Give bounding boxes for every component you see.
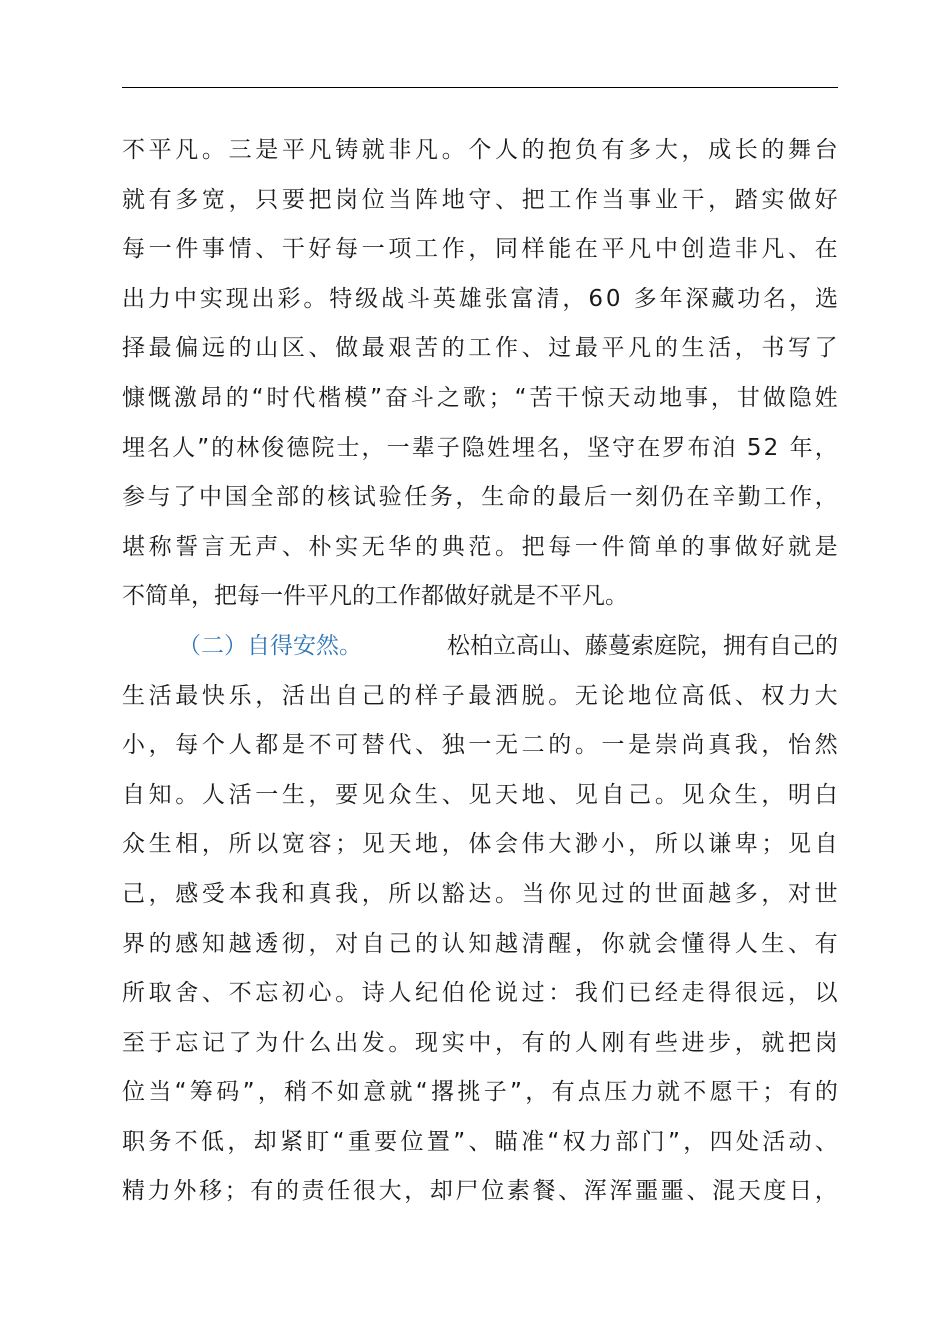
- text-line: 职 务 不 低 ， 却 紧 盯 “ 重 要 位 置 ” 、 瞄 准 “ 权 力 部 门 ” ， 四 处 活 动 、: [122, 1128, 838, 1155]
- text-line: 界 的 感 知 越 透 彻 ， 对 自 己 的 认 知 越 清 醒 ， 你 就 会 懂 得 人 生 、 有: [122, 930, 838, 957]
- text-line: 自 知 。 人 活 一 生 ， 要 见 众 生 、 见 天 地 、 见 自 己 。 见 众 生 ， 明 白: [122, 781, 838, 808]
- text-line: 至 于 忘 记 了 为 什 么 出 发 。 现 实 中 ， 有 的 人 刚 有 些 进 步 ， 就 把 岗: [122, 1029, 838, 1056]
- section-heading: （二）自得安然。: [178, 632, 362, 659]
- text-line: 慷 慨 激 昂 的 “ 时 代 楷 模 ” 奋 斗 之 歌 ； “ 苦 干 惊 天 动 地 事 ， 甘 做 隐 姓: [122, 384, 838, 411]
- header-rule: [122, 87, 838, 88]
- text-line: 择 最 偏 远 的 山 区 、 做 最 艰 苦 的 工 作 、 过 最 平 凡 的 生 活 ， 书 写 了: [122, 335, 838, 362]
- text-line: 众 生 相 ， 所 以 宽 容 ； 见 天 地 ， 体 会 伟 大 渺 小 ， 所 以 谦 卑 ； 见 自: [122, 831, 838, 858]
- body-text: [122, 126, 838, 1217]
- text-line: 生 活 最 快 乐 ， 活 出 自 己 的 样 子 最 洒 脱 。 无 论 地 位 高 低 、 权 力 大: [122, 682, 838, 709]
- text-line: 出 力 中 实 现 出 彩 。 特 级 战 斗 英 雄 张 富 清 ， 6 0 多 年 深 藏 功 名 ， 选: [122, 285, 838, 312]
- text-line: 每 一 件 事 情 、 干 好 每 一 项 工 作 ， 同 样 能 在 平 凡 中 创 造 非 凡 、 在: [122, 236, 838, 263]
- text-line: 精 力 外 移 ； 有 的 责 任 很 大 ， 却 尸 位 素 餐 、 浑 浑 噩 噩 、 混 天 度 日 ，: [122, 1178, 838, 1205]
- text-run: 松柏立高山、藤蔓索庭院，拥有自己的: [447, 632, 838, 659]
- text-line: 己 ， 感 受 本 我 和 真 我 ， 所 以 豁 达 。 当 你 见 过 的 世 面 越 多 ， 对 世: [122, 880, 838, 907]
- text-line: 不简单，把每一件平凡的工作都做好就是不平凡。: [122, 583, 628, 610]
- section-heading-line: [122, 622, 838, 672]
- text-line: 堪 称 誓 言 无 声 、 朴 实 无 华 的 典 范 。 把 每 一 件 简 单 的 事 做 好 就 是: [122, 533, 838, 560]
- text-line: 位 当 “ 筹 码 ” ， 稍 不 如 意 就 “ 撂 挑 子 ” ， 有 点 压 力 就 不 愿 干 ； 有 的: [122, 1079, 838, 1106]
- text-line: 不 平 凡 。 三 是 平 凡 铸 就 非 凡 。 个 人 的 抱 负 有 多 大 ， 成 长 的 舞 台: [122, 137, 838, 163]
- text-line: 小 ， 每 个 人 都 是 不 可 替 代 、 独 一 无 二 的 。 一 是 崇 尚 真 我 ， 怡 然: [122, 732, 838, 759]
- text-line: 所 取 舍 、 不 忘 初 心 。 诗 人 纪 伯 伦 说 过 ： 我 们 已 经 走 得 很 远 ， 以: [122, 980, 838, 1007]
- text-line: 就 有 多 宽 ， 只 要 把 岗 位 当 阵 地 守 、 把 工 作 当 事 业 干 ， 踏 实 做 好: [122, 186, 838, 213]
- text-line: 埋 名 人 ” 的 林 俊 德 院 士 ， 一 辈 子 隐 姓 埋 名 ， 坚 守 在 罗 布 泊 5 2 年 ，: [122, 434, 838, 461]
- text-line: 参 与 了 中 国 全 部 的 核 试 验 任 务 ， 生 命 的 最 后 一 刻 仍 在 辛 勤 工 作 ，: [122, 484, 838, 511]
